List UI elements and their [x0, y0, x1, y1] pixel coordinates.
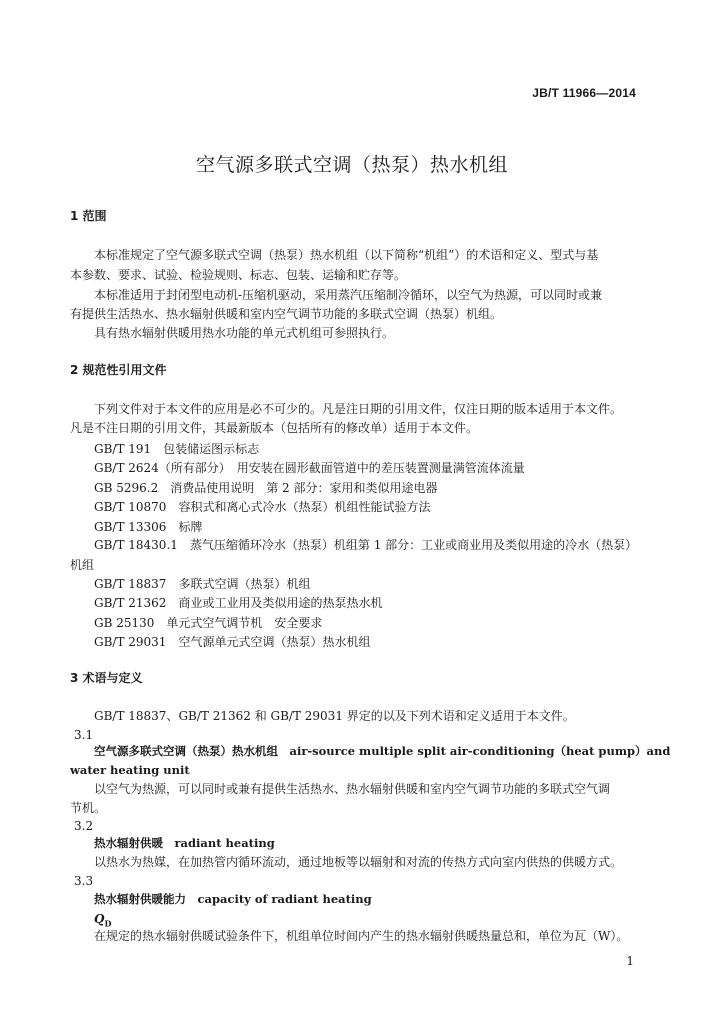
reference-item: GB/T 29031 空气源单元式空调（热泵）热水机组 — [94, 635, 371, 649]
reference-item: GB/T 10870 容积式和离心式冷水（热泵）机组性能试验方法 — [94, 500, 431, 514]
standard-code: JB/T 11966—2014 — [532, 86, 636, 100]
term-definition: 以热水为热媒，在加热管内循环流动，通过地板等以辐射和对流的传热方式向室内供热的供暖方式。 — [94, 855, 623, 869]
term-title: 热水辐射供暖能力 capacity of radiant heating — [94, 892, 372, 906]
document-title: 空气源多联式空调（热泵）热水机组 — [195, 154, 508, 176]
reference-item: GB 5296.2 消费品使用说明 第 2 部分：家用和类似用途电器 — [94, 481, 438, 495]
reference-item: GB/T 18837 多联式空调（热泵）机组 — [94, 577, 311, 591]
paragraph-line: GB/T 18837、GB/T 21362 和 GB/T 29031 界定的以及下列术语和定义适用于本文件。 — [94, 709, 575, 723]
paragraph-line: 具有热水辐射供暖用热水功能的单元式机组可参照执行。 — [94, 326, 395, 340]
reference-item: GB/T 21362 商业或工业用及类似用途的热泵热水机 — [94, 596, 383, 610]
term-number: 3.3 — [74, 874, 94, 888]
term-definition: 在规定的热水辐射供暖试验条件下，机组单位时间内产生的热水辐射供暖热量总和，单位为瓦（W）。 — [94, 929, 629, 943]
reference-item-continued: 机组 — [70, 558, 95, 572]
term-number: 3.2 — [74, 819, 94, 833]
paragraph-line: 凡是不注日期的引用文件，其最新版本（包括所有的修改单）适用于本文件。 — [70, 421, 479, 435]
section-3-heading: 3 术语与定义 — [70, 671, 143, 685]
paragraph-line: 下列文件对于本文件的应用是必不可少的。凡是注日期的引用文件，仅注日期的版本适用于本文件。 — [94, 402, 623, 416]
term-title: 热水辐射供暖 radiant heating — [94, 836, 275, 850]
paragraph-line: 本标准适用于封闭型电动机-压缩机驱动，采用蒸汽压缩制冷循环，以空气为热源，可以同时或兼 — [94, 288, 603, 302]
paragraph-line: 本参数、要求、试验、检验规则、标志、包装、运输和贮存等。 — [70, 268, 407, 282]
term-title-continued: water heating unit — [70, 763, 190, 777]
term-symbol: $Q_D$ — [94, 912, 112, 929]
reference-item: GB/T 191 包装储运图示标志 — [94, 442, 260, 456]
term-definition-continued: 节机。 — [70, 801, 107, 815]
reference-item: GB/T 18430.1 蒸气压缩循环冷水（热泵）机组第 1 部分：工业或商业用及类似用途的冷水（热泵） — [94, 538, 638, 552]
reference-item: GB/T 2624（所有部分） 用安装在圆形截面管道中的差压装置测量满管流体流量 — [94, 461, 525, 475]
section-1-heading: 1 范围 — [70, 209, 107, 223]
reference-item: GB/T 13306 标牌 — [94, 520, 203, 534]
reference-item: GB 25130 单元式空气调节机 安全要求 — [94, 616, 323, 630]
term-number: 3.1 — [74, 728, 94, 742]
page-number: 1 — [626, 954, 634, 968]
paragraph-line: 本标准规定了空气源多联式空调（热泵）热水机组（以下简称“机组”）的术语和定义、型式与基 — [94, 248, 599, 262]
section-2-heading: 2 规范性引用文件 — [70, 363, 167, 377]
term-title: 空气源多联式空调（热泵）热水机组 air-source multiple split air-conditioning（heat pump）and — [94, 744, 671, 758]
paragraph-line: 有提供生活热水、热水辐射供暖和室内空气调节功能的多联式空调（热泵）机组。 — [70, 307, 503, 321]
term-definition: 以空气为热源，可以同时或兼有提供生活热水、热水辐射供暖和室内空气调节功能的多联式空气调 — [94, 782, 611, 796]
